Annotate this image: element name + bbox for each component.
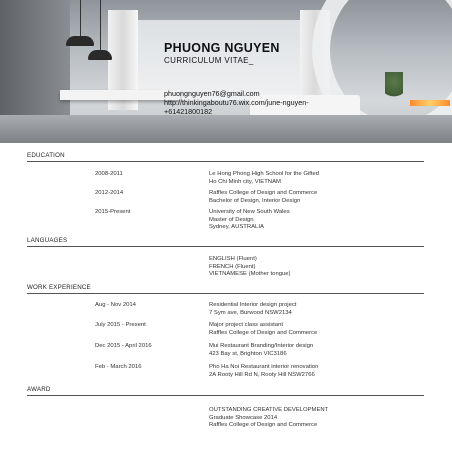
section-divider [27,246,424,247]
work-entry [209,302,429,317]
photo-lamp-cord [80,0,81,38]
education-entry [209,209,429,232]
work-date: Feb - March 2016 [95,364,142,370]
entry-line: 7 Sym ave, Burwood NSW2134 [209,309,292,316]
work-date: Dec 2015 - April 2016 [95,343,152,349]
entry-line: Le Hong Phong High School for the Gifted [209,171,320,177]
email-link[interactable]: phuongnguyen76@gmail.com [164,89,260,98]
entry-line: Pho Ha Noi Restaurant interior renovation [209,364,319,370]
section-title-work: WORK EXPERIENCE [27,284,91,291]
entry-line: Sydney, AUSTRALIA [209,224,264,230]
entry-line: Residential Interior design project [209,302,297,308]
award-line: Graduate Showcase 2014 [209,414,278,421]
entry-line: 2A Rooty Hill Rd N, Rooty Hill NSW2766 [209,371,315,378]
language-line: VIETNAMESE (Mother tongue) [209,271,291,277]
education-date: 2015-Present [95,209,131,215]
section-divider [27,161,424,162]
photo-lamp-cord [100,0,101,52]
entry-line: Mui Restaurant Branding/Interior design [209,343,314,349]
entry-line: Major project class assistant [209,322,283,328]
language-line: ENGLISH (Fluent) [209,256,257,262]
work-date: Aug - Nov 2014 [95,302,136,308]
education-entry [209,190,429,205]
education-date: 2008-2011 [95,171,123,177]
entry-line: Raffles College of Design and Commerce [209,190,318,196]
section-title-education: EDUCATION [27,152,65,159]
education-date: 2012-2014 [95,190,124,196]
entry-line: Ho Chi Minh city, VIETNAM [209,178,281,185]
phone-number: +61421800182 [164,107,213,116]
work-entry [209,343,429,358]
contact-block [164,89,449,116]
section-title-languages: LANGUAGES [27,237,68,244]
education-entry [209,171,429,186]
language-line: FRENCH (Fluent) [209,263,256,270]
entry-line: Master of Design [209,216,254,223]
award-entry [209,407,429,430]
header-text [164,41,449,116]
photo-table [60,90,180,100]
entry-line: 423 Bay st, Brighton VIC3186 [209,350,287,357]
website-link[interactable]: http://thinkingaboutu76.wix.com/june-nguyen- [164,98,309,107]
pendant-lamp-icon [88,50,112,60]
entry-line: Raffles College of Design and Commerce [209,329,318,336]
document-subtitle: CURRICULUM VITAE_ [164,56,254,65]
award-line: Raffles College of Design and Commerce [209,422,318,428]
award-line: OUTSTANDING CREATIVE DEVELOPMENT [209,407,329,413]
languages-entry [209,256,429,279]
section-divider [27,293,424,294]
work-date: July 2015 - Present [95,322,146,328]
section-title-award: AWARD [27,386,51,393]
entry-line: Bachelor of Design, Interior Design [209,197,301,204]
entry-line: University of New South Wales [209,209,290,215]
section-divider [27,395,424,396]
person-name: PHUONG NGUYEN [164,41,280,55]
work-entry [209,364,429,379]
pendant-lamp-icon [66,36,94,46]
work-entry [209,322,429,337]
photo-floor [0,115,452,143]
